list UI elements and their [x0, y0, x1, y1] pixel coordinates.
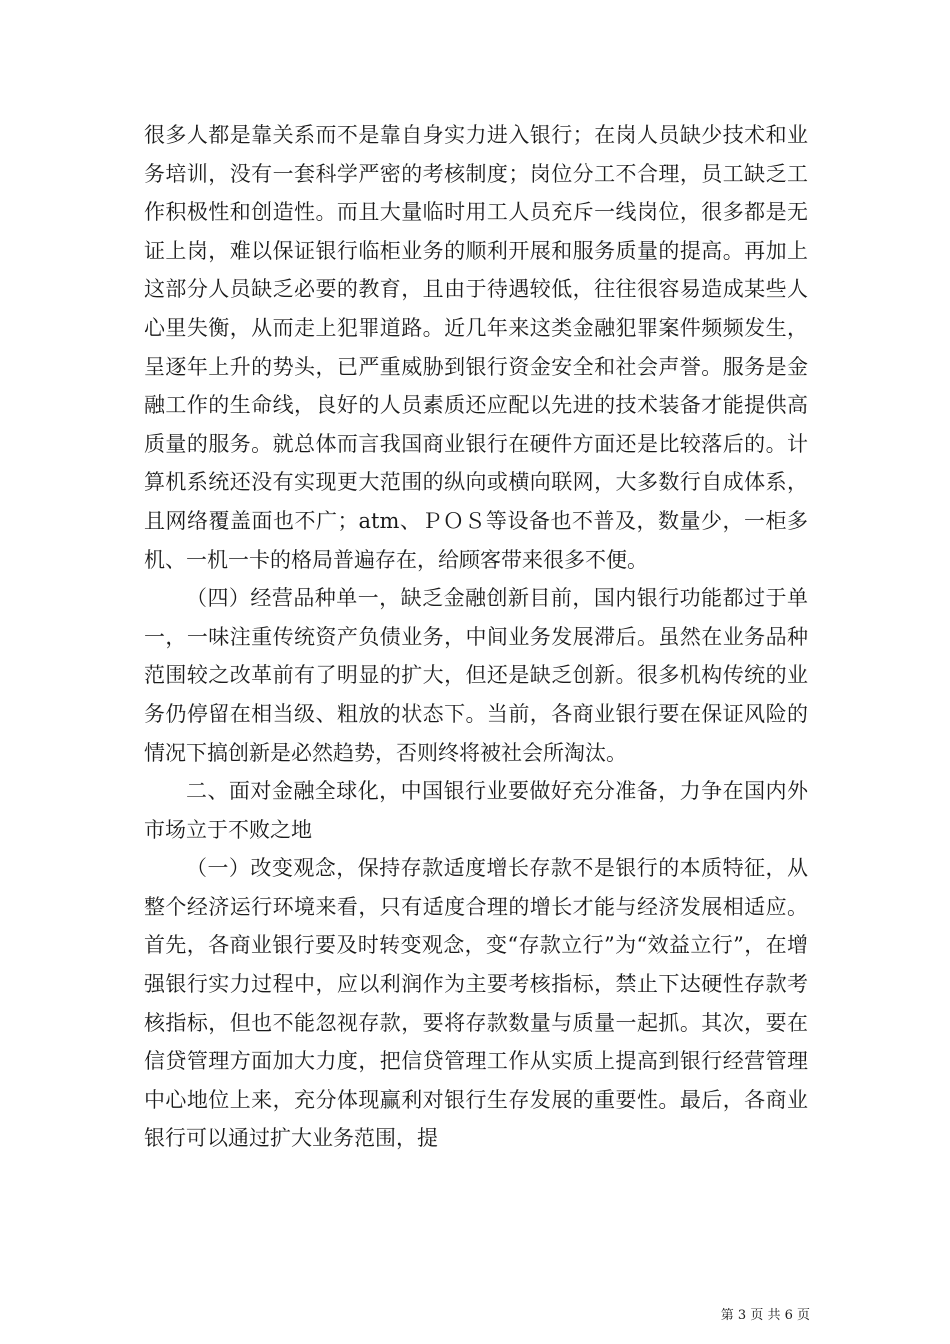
page-number: 第 3 页 共 6 页	[720, 1308, 810, 1323]
paragraph-subsection-one: （一）改变观念，保持存款适度增长存款不是银行的本质特征，从整个经济运行环境来看，只有适度合理的增长才能与经济发展相适应。首先，各商业银行要及时转变观念，变“存款立行”为“效益立行”，在增强银行实力过程中，应以利润作为主要考核指标，禁止下达硬性存款考核指标，但也不能忽视存款，要将存款数量与质量一起抓。其次，要在信贷管理方面加大力度，把信贷管理工作从实质上提高到银行经营管理中心地位上来，充分体现赢利对银行生存发展的重要性。最后，各商业银行可以通过扩大业务范围，提	[144, 856, 808, 1151]
paragraph-section-four: （四）经营品种单一，缺乏金融创新目前，国内银行功能都过于单一，一味注重传统资产负债业务，中间业务发展滞后。虽然在业务品种范围较之改革前有了明显的扩大，但还是缺乏创新。很多机构传统的业务仍停留在相当级、粗放的状态下。当前，各商业银行要在保证风险的情况下搞创新是必然趋势，否则终将被社会所淘汰。	[144, 586, 808, 765]
body-text	[144, 116, 808, 1158]
paragraph-continued: 很多人都是靠关系而不是靠自身实力进入银行；在岗人员缺少技术和业务培训，没有一套科学严密的考核制度；岗位分工不合理，员工缺乏工作积极性和创造性。而且大量临时用工人员充斥一线岗位，很多都是无证上岗，难以保证银行临柜业务的顺利开展和服务质量的提高。再加上这部分人员缺乏必要的教育，且由于待遇较低，往往很容易造成某些人心里失衡，从而走上犯罪道路。近几年来这类金融犯罪案件频频发生，呈逐年上升的势头，已严重威胁到银行资金安全和社会声誉。服务是金融工作的生命线，良好的人员素质还应配以先进的技术装备才能提供高质量的服务。就总体而言我国商业银行在硬件方面还是比较落后的。计算机系统还没有实现更大范围的纵向或横向联网，大多数行自成体系，且网络覆盖面也不广；atm、ＰＯＳ等设备也不普及，数量少，一柜多机、一机一卡的格局普遍存在，给顾客带来很多不便。	[144, 123, 808, 572]
section-heading-two: 二、面对金融全球化，中国银行业要做好充分准备，力争在国内外市场立于不败之地	[144, 779, 808, 842]
